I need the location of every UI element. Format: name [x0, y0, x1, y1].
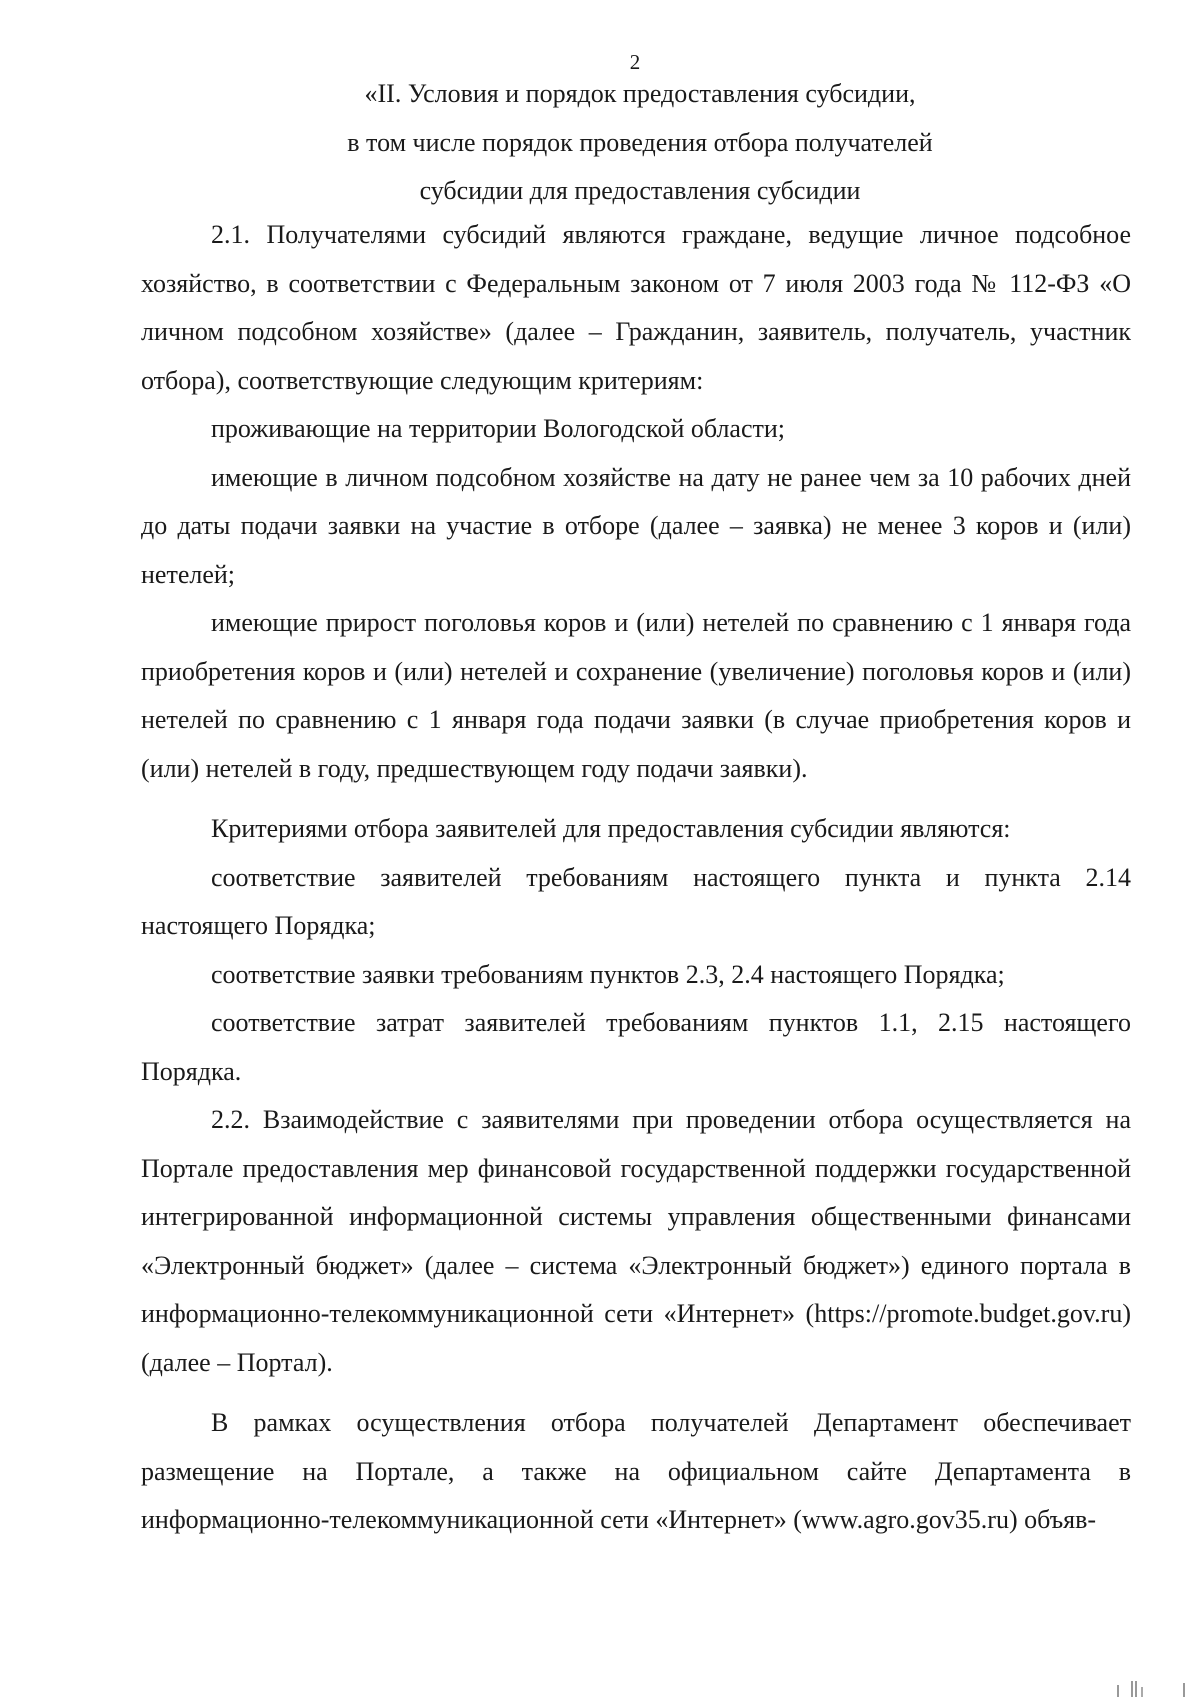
scan-edge-marks [1060, 1667, 1200, 1697]
heading-line-3: субсидии для предоставления субсидии [419, 176, 861, 205]
heading-line-1: «II. Условия и порядок предоставления субсидии, [364, 79, 916, 108]
page-number: 2 [629, 50, 641, 74]
section-heading [140, 70, 1140, 216]
selection-criteria-intro: Критериями отбора заявителей для предоставления субсидии являются: [211, 814, 1011, 843]
paragraph-2-1: 2.1. Получателями субсидий являются граждане, ведущие личное подсобное хозяйство, в соответствии с Федеральным законом от 7 июля 2003 года № 112-ФЗ «О личном подсобном хозяйстве» (далее – Гражданин, заявитель, получатель, участник отбора), соответствующие следующим критериям: [141, 220, 1131, 395]
selection-criteria-applicant: соответствие заявителей требованиям настоящего пункта и пункта 2.14 настоящего Порядка; [141, 862, 1131, 940]
paragraph-department-duties: В рамках осуществления отбора получателей Департамент обеспечивает размещение на Портале, а также на официальном сайте Департамента в информационно-телекоммуникационной сети «Интернет» (www.agro.gov35.ru) объяв- [141, 1408, 1131, 1534]
selection-criteria-costs: соответствие затрат заявителей требованиям пунктов 1.1, 2.15 настоящего Порядка. [141, 1008, 1131, 1086]
document-body [141, 211, 1131, 1545]
selection-criteria-application: соответствие заявки требованиям пунктов 2.3, 2.4 настоящего Порядка; [211, 959, 1005, 989]
criteria-item-livestock-growth: имеющие прирост поголовья коров и (или) нетелей по сравнению с 1 января года приобретения коров и (или) нетелей и сохранение (увеличение) поголовья коров и (или) нетелей по сравнению с 1 января года подачи заявки (в случае приобретения коров и (или) нетелей в году, предшествующем году подачи заявки). [141, 608, 1131, 783]
heading-line-2: в том числе порядок проведения отбора получателей [347, 127, 933, 157]
criteria-item-residence: проживающие на территории Вологодской области; [211, 414, 786, 443]
paragraph-2-2: 2.2. Взаимодействие с заявителями при проведении отбора осуществляется на Портале предоставления мер финансовой государственной поддержки государственной интегрированной информационной системы управления общественными финансами «Электронный бюджет» (далее – система «Электронный бюджет») единого портала в информационно-телекоммуникационной сети «Интернет» (https://promote.budget.gov.ru) (далее – Портал). [141, 1105, 1131, 1377]
criteria-item-livestock-count: имеющие в личном подсобном хозяйстве на дату не ранее чем за 10 рабочих дней до даты подачи заявки на участие в отборе (далее – заявка) не менее 3 коров и (или) нетелей; [141, 462, 1131, 589]
